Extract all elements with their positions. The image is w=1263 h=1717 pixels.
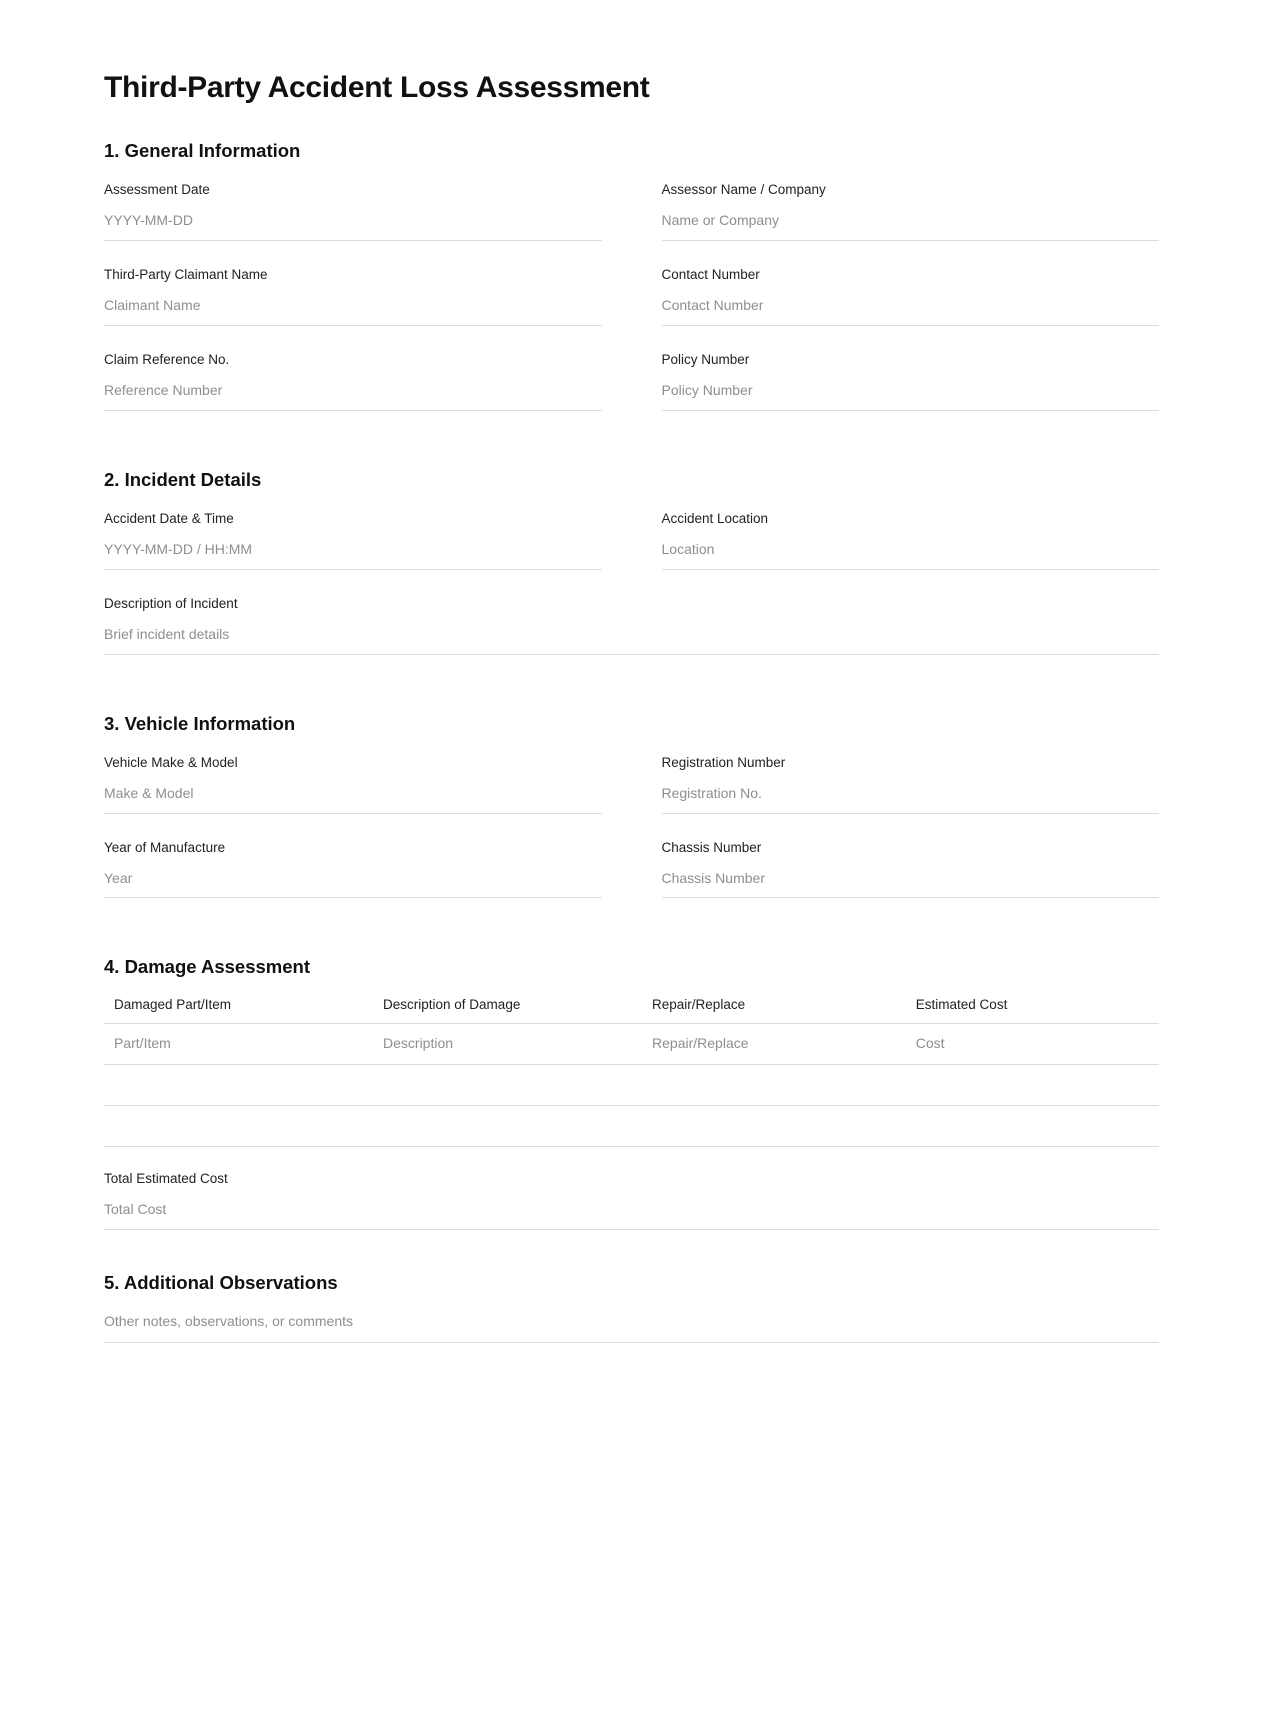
field-label: Third-Party Claimant Name <box>104 267 268 283</box>
field-label: Assessment Date <box>104 182 210 198</box>
cell-text: Cost <box>915 1034 945 1051</box>
field-year-of-manufacture <box>104 838 602 907</box>
policy-number-input[interactable]: Policy Number <box>662 381 1160 411</box>
section-heading-incident: 2. Incident Details <box>104 468 262 490</box>
field-accident-datetime <box>104 509 602 578</box>
cell-text <box>916 1076 1159 1094</box>
chassis-number-input[interactable]: Chassis Number <box>662 869 1160 899</box>
column-header-damaged-part: Damaged Part/Item <box>104 997 373 1024</box>
column-header-estimated-cost: Estimated Cost <box>906 997 1159 1024</box>
field-label: Chassis Number <box>661 839 762 855</box>
field-label: Description of Incident <box>104 595 238 611</box>
claim-reference-input[interactable]: Reference Number <box>104 381 602 411</box>
page-title: Third-Party Accident Loss Assessment <box>104 71 650 104</box>
cell-text: Part/Item <box>114 1034 171 1051</box>
cell-text <box>383 1076 642 1094</box>
year-of-manufacture-input[interactable]: Year <box>104 869 602 899</box>
damage-part-cell[interactable] <box>104 1023 373 1064</box>
additional-observations-input[interactable]: Other notes, observations, or comments <box>104 1312 1159 1344</box>
field-label: Accident Date & Time <box>104 510 234 526</box>
accident-location-input[interactable]: Location <box>662 540 1160 570</box>
section-general-information <box>104 140 1159 435</box>
field-label: Contact Number <box>661 267 760 283</box>
damage-cost-cell[interactable] <box>906 1064 1159 1105</box>
field-registration-number <box>662 753 1160 822</box>
section-damage-assessment <box>104 956 1159 1237</box>
field-label: Assessor Name / Company <box>661 182 826 198</box>
field-contact-number <box>662 265 1160 334</box>
claimant-name-input[interactable]: Claimant Name <box>104 296 602 326</box>
field-label: Year of Manufacture <box>104 839 226 855</box>
field-claimant-name <box>104 265 602 334</box>
incident-description-input[interactable]: Brief incident details <box>104 625 1159 655</box>
field-total-estimated-cost <box>104 1169 1159 1238</box>
damage-cost-cell[interactable] <box>906 1023 1159 1064</box>
accident-datetime-input[interactable]: YYYY-MM-DD / HH:MM <box>104 540 602 570</box>
field-incident-description <box>104 594 1159 663</box>
assessment-date-input[interactable]: YYYY-MM-DD <box>104 211 602 241</box>
damage-assessment-table <box>104 997 1159 1147</box>
field-policy-number <box>662 350 1160 419</box>
section-additional-observations <box>104 1272 1159 1344</box>
damage-cost-cell[interactable] <box>906 1105 1159 1146</box>
field-row <box>104 594 1159 679</box>
vehicle-make-model-input[interactable]: Make & Model <box>104 784 602 814</box>
section-incident-details <box>104 469 1159 679</box>
field-row <box>104 265 1159 350</box>
field-label: Registration Number <box>661 754 786 770</box>
field-row <box>104 753 1159 838</box>
field-assessment-date <box>104 180 602 249</box>
section-vehicle-information <box>104 713 1159 923</box>
damage-repair-replace-cell[interactable] <box>642 1023 906 1064</box>
field-chassis-number <box>662 838 1160 907</box>
damage-part-cell[interactable] <box>104 1105 373 1146</box>
cell-text <box>114 1117 373 1135</box>
field-label: Accident Location <box>661 510 769 526</box>
cell-text <box>652 1117 906 1135</box>
registration-number-input[interactable]: Registration No. <box>662 784 1160 814</box>
table-row <box>104 1023 1159 1064</box>
table-header-row <box>104 997 1159 1024</box>
field-label: Claim Reference No. <box>104 351 230 367</box>
assessor-name-input[interactable]: Name or Company <box>662 211 1160 241</box>
field-accident-location <box>662 509 1160 578</box>
damage-repair-replace-cell[interactable] <box>642 1064 906 1105</box>
total-estimated-cost-input[interactable]: Total Cost <box>104 1200 1159 1230</box>
cell-text <box>652 1076 906 1094</box>
column-header-repair-replace: Repair/Replace <box>642 997 906 1024</box>
section-heading-observations: 5. Additional Observations <box>104 1271 338 1293</box>
contact-number-input[interactable]: Contact Number <box>662 296 1160 326</box>
cell-text <box>383 1117 642 1135</box>
cell-text <box>916 1117 1159 1135</box>
section-heading-general: 1. General Information <box>104 140 301 161</box>
section-heading-vehicle: 3. Vehicle Information <box>104 712 296 734</box>
field-row <box>104 838 1159 923</box>
section-heading-damage: 4. Damage Assessment <box>104 956 311 978</box>
field-label: Vehicle Make & Model <box>104 754 238 770</box>
damage-description-cell[interactable] <box>373 1023 642 1064</box>
field-assessor-name <box>662 180 1160 249</box>
column-header-description: Description of Damage <box>373 997 642 1024</box>
cell-text <box>114 1076 373 1094</box>
damage-description-cell[interactable] <box>373 1105 642 1146</box>
field-row <box>104 509 1159 594</box>
damage-repair-replace-cell[interactable] <box>642 1105 906 1146</box>
damage-description-cell[interactable] <box>373 1064 642 1105</box>
table-row <box>104 1064 1159 1105</box>
table-row <box>104 1105 1159 1146</box>
field-vehicle-make-model <box>104 753 602 822</box>
field-claim-reference <box>104 350 602 419</box>
field-label: Policy Number <box>661 351 750 367</box>
field-row <box>104 350 1159 435</box>
field-row <box>104 180 1159 265</box>
cell-text: Repair/Replace <box>652 1034 749 1051</box>
cell-text: Description <box>383 1034 454 1051</box>
field-label: Total Estimated Cost <box>104 1170 228 1186</box>
damage-part-cell[interactable] <box>104 1064 373 1105</box>
